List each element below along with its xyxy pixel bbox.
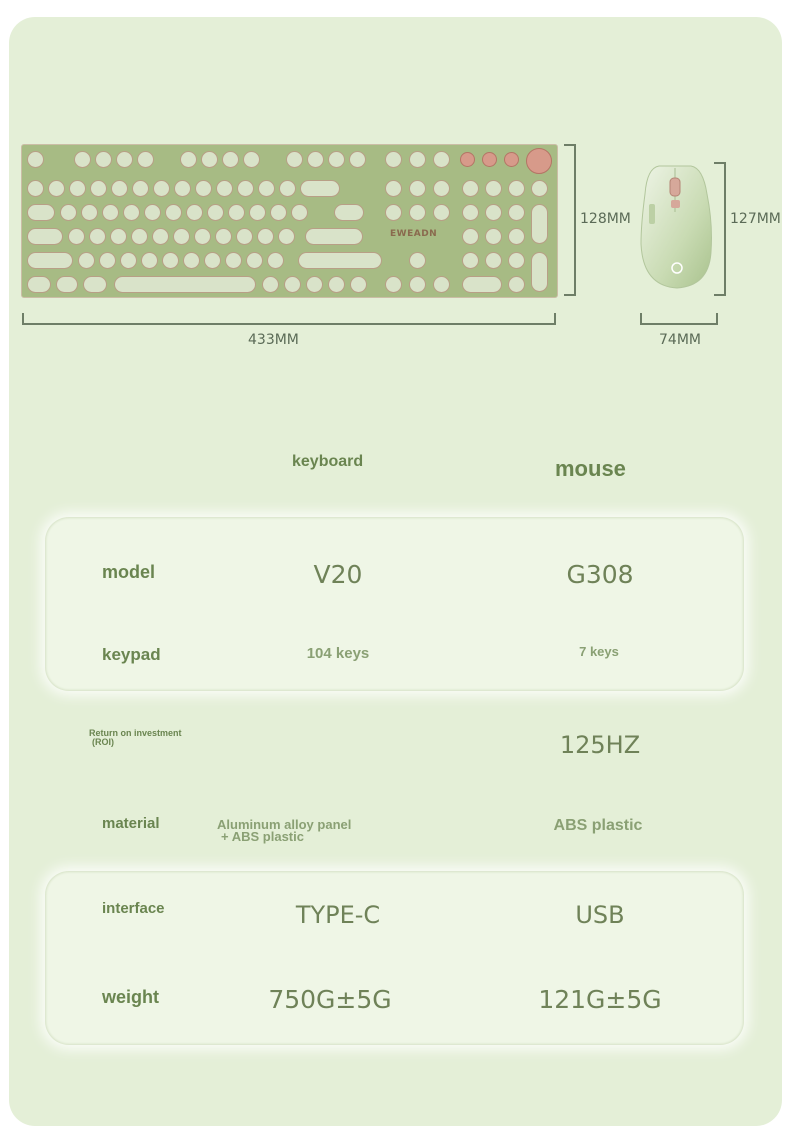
keycap bbox=[162, 252, 179, 269]
keycap bbox=[180, 151, 197, 168]
keycap bbox=[328, 276, 345, 293]
row-label-keypad: keypad bbox=[102, 645, 161, 664]
keycap bbox=[116, 151, 133, 168]
mouse-height-label: 127MM bbox=[730, 211, 781, 227]
keycap bbox=[485, 204, 502, 221]
keycap bbox=[531, 204, 548, 244]
keycap bbox=[131, 228, 148, 245]
keycap bbox=[270, 204, 287, 221]
keycap bbox=[385, 180, 402, 197]
keycap bbox=[111, 180, 128, 197]
keycap bbox=[385, 204, 402, 221]
bracket-tick bbox=[554, 313, 556, 325]
keycap bbox=[433, 276, 450, 293]
bracket-tick bbox=[714, 294, 726, 296]
keycap bbox=[307, 151, 324, 168]
keycap bbox=[74, 151, 91, 168]
keycap bbox=[27, 180, 44, 197]
keycap bbox=[90, 180, 107, 197]
keycap bbox=[349, 151, 366, 168]
keyboard-model-value: V20 bbox=[313, 560, 363, 589]
keycap bbox=[284, 276, 301, 293]
keycap bbox=[531, 252, 548, 292]
row-label-material: material bbox=[102, 815, 160, 832]
keyboard-weight-value: 750G±5G bbox=[268, 985, 392, 1014]
media-key bbox=[504, 152, 519, 167]
keyboard-height-label: 128MM bbox=[580, 211, 631, 227]
media-key bbox=[460, 152, 475, 167]
keycap bbox=[225, 252, 242, 269]
keycap bbox=[153, 180, 170, 197]
keycap bbox=[305, 228, 363, 245]
roi-label-line2: (ROI) bbox=[92, 737, 114, 747]
keycap bbox=[485, 180, 502, 197]
media-key bbox=[482, 152, 497, 167]
mouse-material-value: ABS plastic bbox=[553, 817, 643, 834]
keycap bbox=[27, 151, 44, 168]
mouse-image bbox=[637, 164, 719, 292]
keycap bbox=[258, 180, 275, 197]
roi-label-line1: Return on investment bbox=[89, 728, 182, 738]
bracket-tick bbox=[640, 313, 642, 325]
keycap bbox=[508, 180, 525, 197]
keycap bbox=[120, 252, 137, 269]
keycap bbox=[485, 228, 502, 245]
keycap bbox=[462, 228, 479, 245]
keycap bbox=[56, 276, 78, 293]
keycap bbox=[298, 252, 382, 269]
spec-card-bottom bbox=[45, 871, 744, 1045]
keyboard-brand: EWEADN bbox=[390, 229, 438, 239]
keycap bbox=[409, 276, 426, 293]
mouse-width-bracket bbox=[640, 323, 718, 325]
keycap bbox=[508, 276, 525, 293]
keycap bbox=[508, 204, 525, 221]
header-mouse: mouse bbox=[555, 456, 626, 481]
keycap bbox=[207, 204, 224, 221]
mouse-keypad-value: 7 keys bbox=[579, 644, 619, 659]
keycap bbox=[531, 180, 548, 197]
mouse-height-bracket bbox=[724, 162, 726, 296]
keycap bbox=[409, 204, 426, 221]
keycap bbox=[174, 180, 191, 197]
keycap bbox=[195, 180, 212, 197]
keycap bbox=[409, 151, 426, 168]
keycap bbox=[110, 228, 127, 245]
keyboard-width-label: 433MM bbox=[248, 332, 299, 348]
keycap bbox=[69, 180, 86, 197]
keycap bbox=[83, 276, 107, 293]
keycap bbox=[485, 252, 502, 269]
keycap bbox=[201, 151, 218, 168]
mouse-width-label: 74MM bbox=[659, 332, 701, 348]
keyboard-interface-value: TYPE-C bbox=[295, 901, 381, 929]
keycap bbox=[132, 180, 149, 197]
volume-knob bbox=[526, 148, 552, 174]
keycap bbox=[237, 180, 254, 197]
keycap bbox=[279, 180, 296, 197]
keyboard-keypad-value: 104 keys bbox=[306, 645, 370, 662]
keycap bbox=[204, 252, 221, 269]
keycap bbox=[183, 252, 200, 269]
keycap bbox=[306, 276, 323, 293]
keycap bbox=[216, 180, 233, 197]
keycap bbox=[409, 252, 426, 269]
keycap bbox=[508, 228, 525, 245]
keyboard-height-bracket bbox=[574, 144, 576, 296]
keycap bbox=[165, 204, 182, 221]
keycap bbox=[215, 228, 232, 245]
keycap bbox=[27, 228, 63, 245]
mouse-roi-value: 125HZ bbox=[559, 731, 641, 759]
keyboard-width-bracket bbox=[22, 323, 556, 325]
keycap bbox=[334, 204, 364, 221]
keycap bbox=[409, 180, 426, 197]
keycap bbox=[267, 252, 284, 269]
keycap bbox=[278, 228, 295, 245]
keycap bbox=[246, 252, 263, 269]
bracket-tick bbox=[716, 313, 718, 325]
keycap bbox=[433, 151, 450, 168]
keycap bbox=[508, 252, 525, 269]
keycap bbox=[89, 228, 106, 245]
keycap bbox=[328, 151, 345, 168]
keycap bbox=[286, 151, 303, 168]
keycap bbox=[236, 228, 253, 245]
keycap bbox=[462, 252, 479, 269]
material-line2: + ABS plastic bbox=[221, 829, 304, 844]
keycap bbox=[228, 204, 245, 221]
keycap bbox=[350, 276, 367, 293]
keycap bbox=[141, 252, 158, 269]
keycap bbox=[152, 228, 169, 245]
keycap bbox=[102, 204, 119, 221]
keycap bbox=[462, 204, 479, 221]
keycap bbox=[186, 204, 203, 221]
keycap bbox=[433, 180, 450, 197]
keycap bbox=[291, 204, 308, 221]
bracket-tick bbox=[564, 144, 576, 146]
keycap bbox=[99, 252, 116, 269]
keycap bbox=[462, 180, 479, 197]
keycap bbox=[300, 180, 340, 197]
keycap bbox=[194, 228, 211, 245]
keycap bbox=[27, 204, 55, 221]
keycap bbox=[262, 276, 279, 293]
keycap bbox=[78, 252, 95, 269]
keycap bbox=[433, 204, 450, 221]
keycap bbox=[123, 204, 140, 221]
keycap bbox=[60, 204, 77, 221]
keyboard-image bbox=[21, 144, 558, 298]
keycap bbox=[222, 151, 239, 168]
bracket-tick bbox=[564, 294, 576, 296]
row-label-weight: weight bbox=[102, 987, 159, 1007]
header-keyboard: keyboard bbox=[292, 453, 364, 470]
keycap bbox=[48, 180, 65, 197]
keycap bbox=[249, 204, 266, 221]
mouse-interface-value: USB bbox=[575, 901, 625, 929]
spacebar bbox=[114, 276, 256, 293]
keycap bbox=[243, 151, 260, 168]
mouse-model-value: G308 bbox=[566, 560, 634, 589]
keycap bbox=[137, 151, 154, 168]
keyboard-material-value bbox=[217, 819, 351, 843]
keycap bbox=[257, 228, 274, 245]
bracket-tick bbox=[714, 162, 726, 164]
bracket-tick bbox=[22, 313, 24, 325]
keycap bbox=[27, 276, 51, 293]
keycap bbox=[81, 204, 98, 221]
keycap bbox=[462, 276, 502, 293]
row-label-roi bbox=[89, 729, 182, 747]
row-label-model: model bbox=[102, 562, 156, 582]
keycap bbox=[144, 204, 161, 221]
keycap bbox=[27, 252, 73, 269]
mouse-weight-value: 121G±5G bbox=[538, 985, 662, 1014]
keycap bbox=[173, 228, 190, 245]
keycap bbox=[385, 276, 402, 293]
material-line1: Aluminum alloy panel bbox=[217, 817, 352, 832]
keycap bbox=[95, 151, 112, 168]
row-label-interface: interface bbox=[102, 900, 165, 917]
keycap bbox=[385, 151, 402, 168]
keycap bbox=[68, 228, 85, 245]
